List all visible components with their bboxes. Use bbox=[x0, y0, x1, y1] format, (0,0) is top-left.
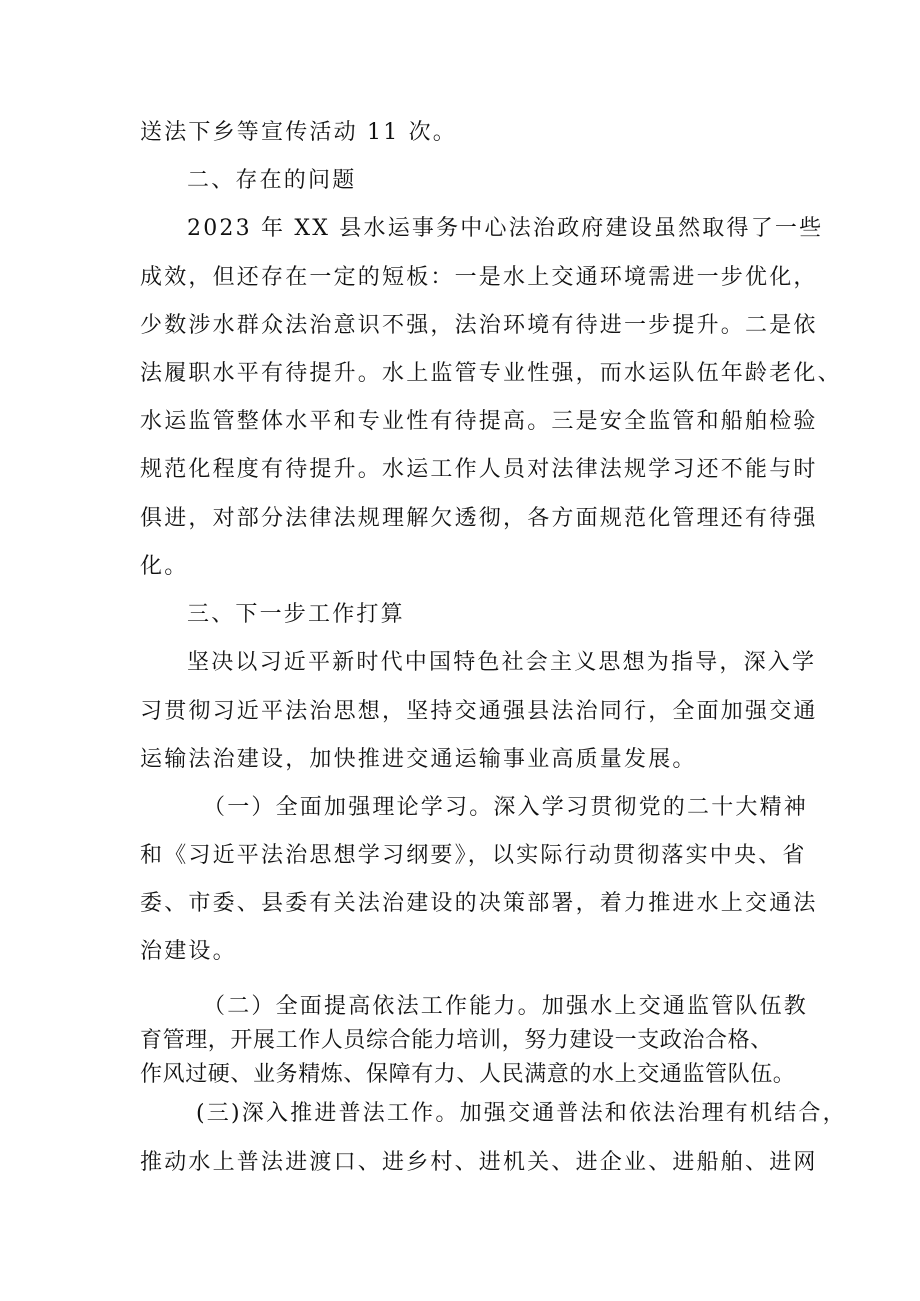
section-heading: 三、下一步工作打算 bbox=[187, 602, 405, 627]
text-line: 水运监管整体水平和专业性有待提高。三是安全监管和船舶检验 bbox=[140, 409, 818, 434]
text-line: 俱进，对部分法律法规理解欠透彻，各方面规范化管理还有待强 bbox=[140, 506, 818, 531]
text-line: 坚决以习近平新时代中国特色社会主义思想为指导，深入学 bbox=[187, 650, 817, 675]
text-line: 少数涉水群众法治意识不强，法治环境有待进一步提升。二是依 bbox=[140, 313, 818, 338]
text-line: 和《习近平法治思想学习纲要》，以实际行动贯彻落实中央、省 bbox=[140, 843, 807, 868]
text-line: 委、市委、县委有关法治建设的决策部署，着力推进水上交通法 bbox=[140, 891, 818, 916]
subsection-heading: （二）全面提高依法工作能力。加强水上交通监管队伍教 bbox=[203, 994, 809, 1019]
text-line: 作风过硬、业务精炼、保障有力、人民满意的水上交通监管队伍。 bbox=[140, 1062, 796, 1087]
text-line: 化。 bbox=[140, 554, 189, 579]
text-line: 送法下乡等宣传活动 11 次。 bbox=[140, 120, 457, 145]
text-line: 运输法治建设，加快推进交通运输事业高质量发展。 bbox=[140, 747, 697, 772]
text-line: 推动水上普法进渡口、进乡村、进机关、进企业、进船舶、进网 bbox=[140, 1150, 818, 1175]
text-line: 治建设。 bbox=[140, 939, 237, 964]
section-heading: 二、存在的问题 bbox=[187, 168, 357, 193]
text-line: 习贯彻习近平法治思想，坚持交通强县法治同行，全面加强交通 bbox=[140, 699, 818, 724]
text-line: 规范化程度有待提升。水运工作人员对法律法规学习还不能与时 bbox=[140, 457, 818, 482]
subsection-heading: (三)深入推进普法工作。加强交通普法和依法治理有机结合， bbox=[196, 1101, 847, 1126]
text-line: 育管理，开展工作人员综合能力培训，努力建设一支政治合格、 bbox=[140, 1028, 773, 1053]
text-line: 2023 年 XX 县水运事务中心法治政府建设虽然取得了一些 bbox=[187, 216, 824, 241]
text-line: 成效，但还存在一定的短板：一是水上交通环境需进一步优化， bbox=[140, 265, 818, 290]
text-line: 法履职水平有待提升。水上监管专业性强，而水运队伍年龄老化、 bbox=[140, 361, 842, 386]
subsection-heading: （一）全面加强理论学习。深入学习贯彻党的二十大精神 bbox=[203, 795, 809, 820]
